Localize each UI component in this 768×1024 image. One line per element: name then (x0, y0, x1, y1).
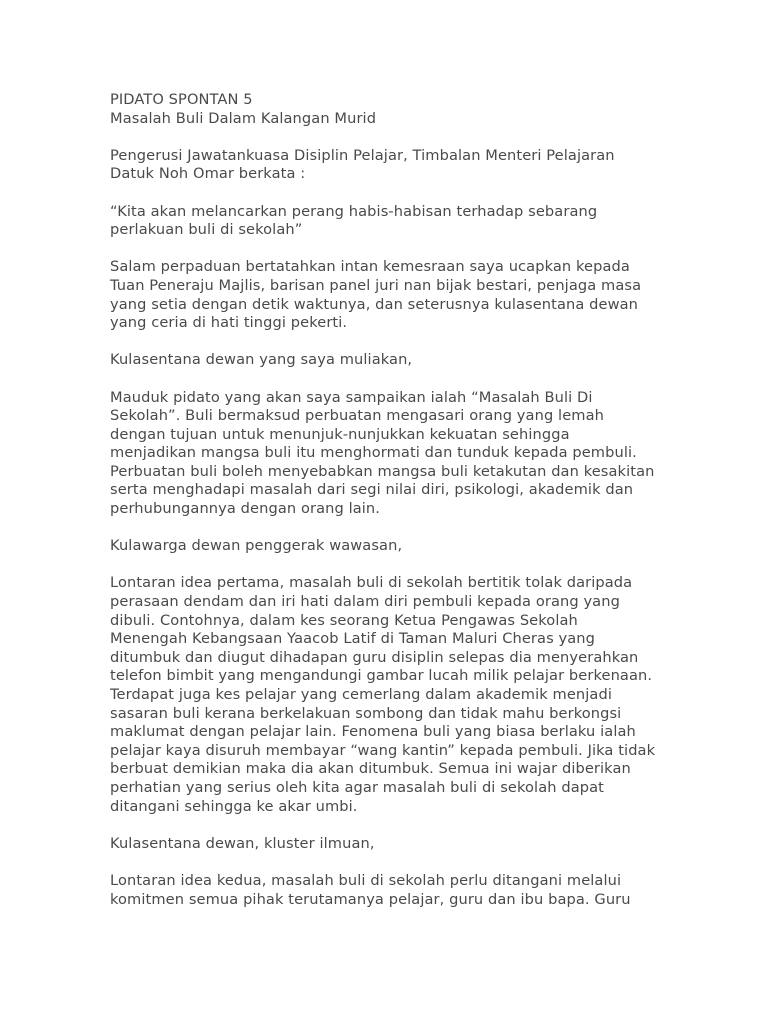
document-subtitle: Masalah Buli Dalam Kalangan Murid (110, 109, 377, 127)
paragraph-idea-1: Lontaran idea pertama, masalah buli di sekolah bertitik tolak daripada perasaan dendam dan iri hati dalam diri pembuli kepada orang yang dibuli. Contohnya, dalam kes seorang Ketua Pengawas Sekolah Menengah Kebangsaan Yaacob Latif di Taman Maluri Cheras yang ditumbuk dan diugut dihadapan guru disiplin selepas dia menyerahkan telefon bimbit yang mengandungi gambar lucah milik pelajar berkenaan. Terdapat juga kes pelajar yang cemerlang dalam akademik menjadi sasaran buli kerana berkelakuan sombong dan tidak mahu berkongsi maklumat dengan pelajar lain. Fenomena buli yang biasa berlaku ialah pelajar kaya disuruh membayar “wang kantin” kepada pembuli. Jika tidak berbuat demikian maka dia akan ditumbuk. Semua ini wajar diberikan perhatian yang serius oleh kita agar masalah buli di sekolah dapat ditangani sehingga ke akar umbi. (110, 574, 656, 815)
paragraph-greeting: Salam perpaduan bertatahkan intan kemesraan saya ucapkan kepada Tuan Peneraju Majlis, barisan panel juri nan bijak bestari, penjaga masa yang setia dengan detik waktunya, dan seterusnya kulasentana dewan yang ceria di hati tinggi pekerti. (110, 258, 642, 332)
paragraph-address-3: Kulasentana dewan, kluster ilmuan, (110, 834, 375, 852)
paragraph-quote: “Kita akan melancarkan perang habis-habisan terhadap sebarang perlakuan buli di sekolah” (110, 202, 598, 239)
document-title: PIDATO SPONTAN 5 (110, 91, 253, 108)
paragraph-address-1: Kulasentana dewan yang saya muliakan, (110, 351, 413, 369)
paragraph-topic: Mauduk pidato yang akan saya sampaikan ialah “Masalah Buli Di Sekolah”. Buli bermaksud perbuatan mengasari orang yang lemah dengan tujuan untuk menunjuk-nunjukkan kekuatan sehingga menjadikan mangsa buli itu menghormati dan tunduk kepada pembuli. Perbuatan buli boleh menyebabkan mangsa buli ketakutan dan kesakitan serta menghadapi masalah dari segi nilai diri, psikologi, akademik dan perhubungannya dengan orang lain. (110, 388, 655, 518)
paragraph-address-2: Kulawarga dewan penggerak wawasan, (110, 537, 403, 555)
document-body (110, 91, 658, 928)
document-heading (110, 91, 658, 128)
paragraph-intro: Pengerusi Jawatankuasa Disiplin Pelajar, Timbalan Menteri Pelajaran Datuk Noh Omar berkata : (110, 146, 615, 183)
paragraph-idea-2: Lontaran idea kedua, masalah buli di sekolah perlu ditangani melalui komitmen semua pihak terutamanya pelajar, guru dan ibu bapa. Guru (110, 871, 631, 908)
